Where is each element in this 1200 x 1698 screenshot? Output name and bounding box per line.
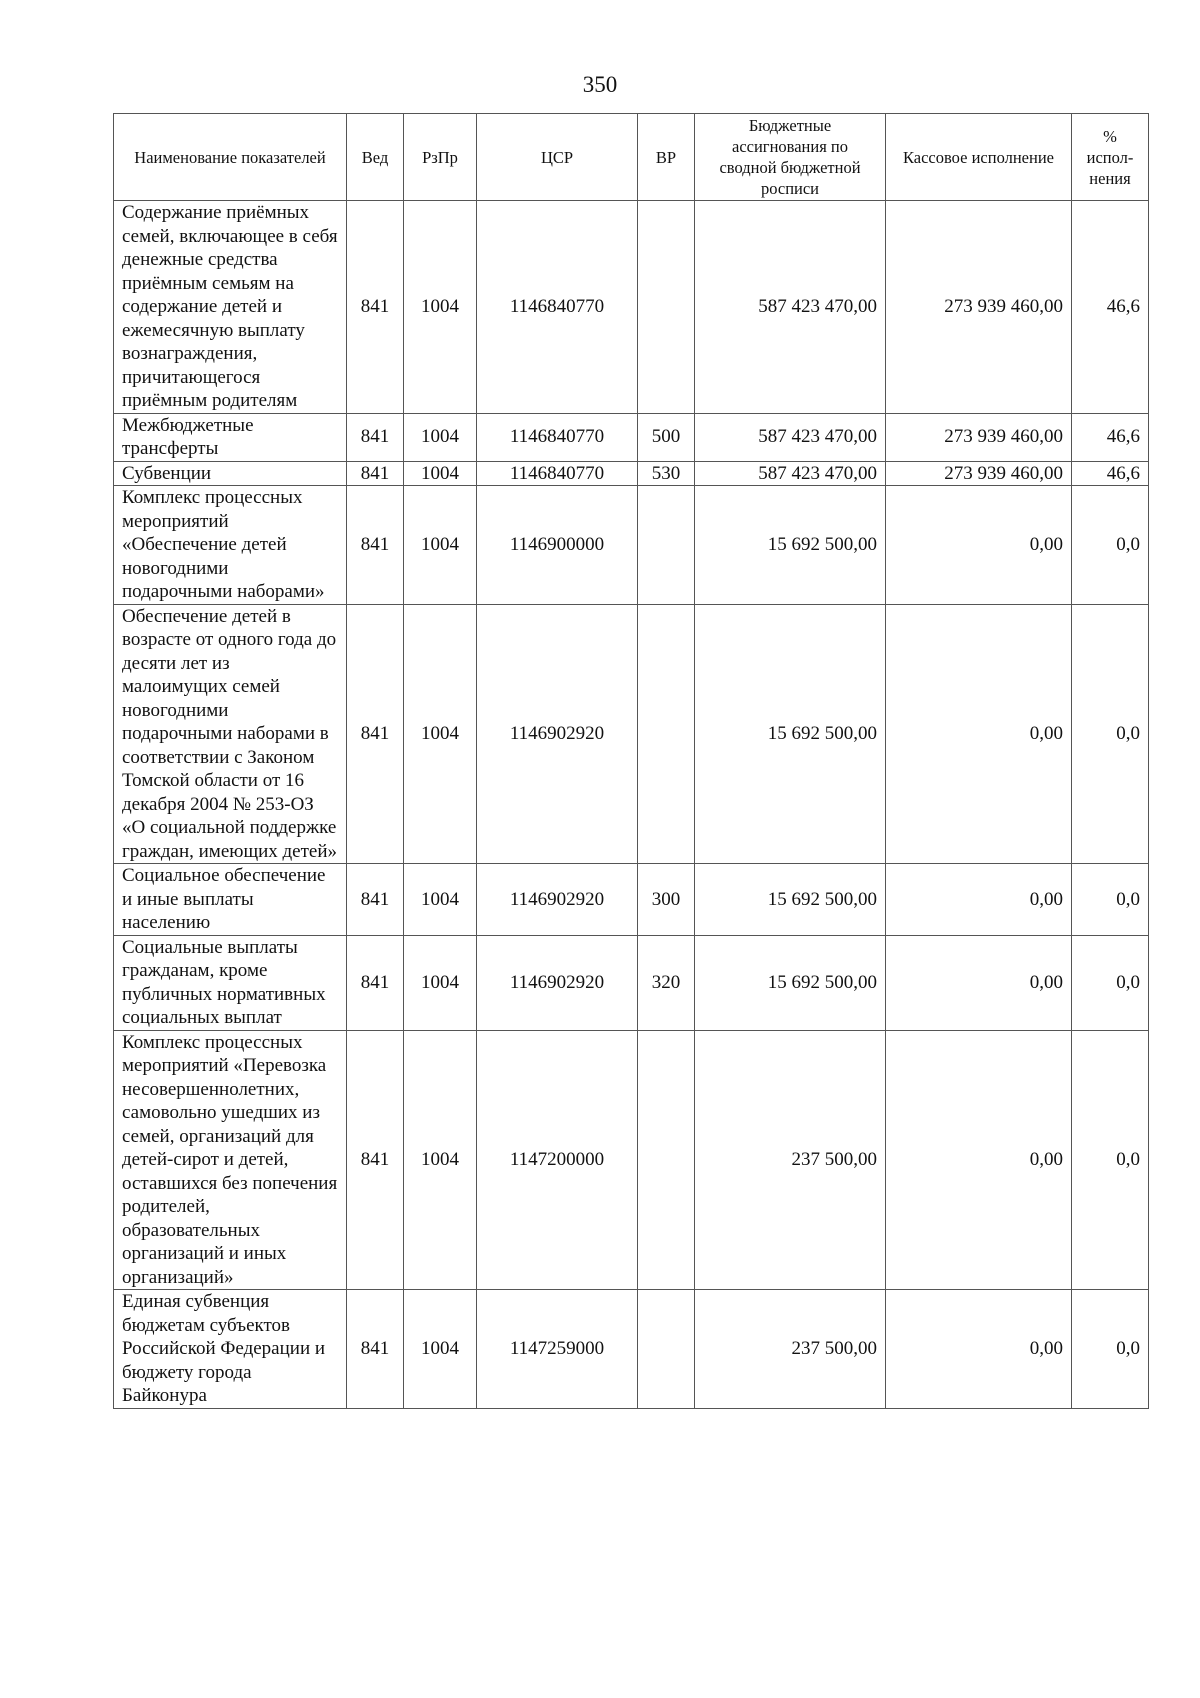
row-percent: 46,6 [1072,461,1149,486]
row-name: Комплекс процессных мероприятий «Перевозка несовершеннолетних, самовольно ушедших из семей, организаций для детей-сирот и детей, оставшихся без попечения родителей, образовательных организаций и иных организаций» [114,1030,347,1290]
header-budget: Бюджетные ассигнования по сводной бюджетной росписи [695,114,886,201]
row-vr [638,1290,695,1409]
row-ved: 841 [347,1290,404,1409]
table-row [114,604,1149,864]
row-csr: 1146900000 [477,486,638,605]
row-rzpr: 1004 [404,935,477,1030]
row-vr: 320 [638,935,695,1030]
row-budget: 237 500,00 [695,1030,886,1290]
header-ved: Вед [347,114,404,201]
table-row [114,1290,1149,1409]
row-ved: 841 [347,201,404,414]
row-ved: 841 [347,935,404,1030]
row-name: Социальные выплаты гражданам, кроме публичных нормативных социальных выплат [114,935,347,1030]
header-percent: % испол-нения [1072,114,1149,201]
row-percent: 46,6 [1072,413,1149,461]
row-csr: 1147200000 [477,1030,638,1290]
row-name: Содержание приёмных семей, включающее в себя денежные средства приёмным семьям на содержание детей и ежемесячную выплату вознаграждения, причитающегося приёмным родителям [114,201,347,414]
row-cash: 273 939 460,00 [886,461,1072,486]
row-rzpr: 1004 [404,1290,477,1409]
row-ved: 841 [347,413,404,461]
row-name: Межбюджетные трансферты [114,413,347,461]
table-row [114,935,1149,1030]
row-rzpr: 1004 [404,201,477,414]
header-name: Наименование показателей [114,114,347,201]
row-percent: 0,0 [1072,1290,1149,1409]
row-budget: 15 692 500,00 [695,864,886,936]
row-percent: 0,0 [1072,864,1149,936]
row-cash: 0,00 [886,486,1072,605]
row-name: Социальное обеспечение и иные выплаты населению [114,864,347,936]
row-ved: 841 [347,486,404,605]
header-vr: ВР [638,114,695,201]
header-rzpr: РзПр [404,114,477,201]
row-name: Субвенции [114,461,347,486]
table-row [114,864,1149,936]
row-vr: 300 [638,864,695,936]
row-cash: 0,00 [886,604,1072,864]
row-cash: 273 939 460,00 [886,201,1072,414]
row-cash: 0,00 [886,935,1072,1030]
row-name: Единая субвенция бюджетам субъектов Российской Федерации и бюджету города Байконура [114,1290,347,1409]
table-row [114,461,1149,486]
row-vr [638,604,695,864]
row-vr: 500 [638,413,695,461]
row-ved: 841 [347,864,404,936]
row-budget: 15 692 500,00 [695,604,886,864]
row-budget: 237 500,00 [695,1290,886,1409]
row-ved: 841 [347,461,404,486]
table-row [114,413,1149,461]
row-csr: 1147259000 [477,1290,638,1409]
row-budget: 15 692 500,00 [695,486,886,605]
row-ved: 841 [347,604,404,864]
row-name: Обеспечение детей в возрасте от одного года до десяти лет из малоимущих семей новогодними подарочными наборами в соответствии с Законом Томской области от 16 декабря 2004 № 253-ОЗ «О социальной поддержке граждан, имеющих детей» [114,604,347,864]
row-rzpr: 1004 [404,461,477,486]
row-rzpr: 1004 [404,413,477,461]
row-csr: 1146840770 [477,201,638,414]
row-csr: 1146902920 [477,604,638,864]
row-rzpr: 1004 [404,604,477,864]
row-name: Комплекс процессных мероприятий «Обеспечение детей новогодними подарочными наборами» [114,486,347,605]
row-percent: 0,0 [1072,604,1149,864]
table-row [114,201,1149,414]
page-number: 350 [582,72,618,97]
row-rzpr: 1004 [404,1030,477,1290]
row-vr [638,201,695,414]
row-csr: 1146902920 [477,935,638,1030]
row-csr: 1146840770 [477,461,638,486]
row-csr: 1146840770 [477,413,638,461]
row-csr: 1146902920 [477,864,638,936]
row-percent: 0,0 [1072,1030,1149,1290]
row-vr: 530 [638,461,695,486]
row-percent: 46,6 [1072,201,1149,414]
row-cash: 0,00 [886,1030,1072,1290]
row-percent: 0,0 [1072,486,1149,605]
row-cash: 0,00 [886,864,1072,936]
row-budget: 587 423 470,00 [695,201,886,414]
table-row [114,1030,1149,1290]
header-csr: ЦСР [477,114,638,201]
row-budget: 587 423 470,00 [695,413,886,461]
row-ved: 841 [347,1030,404,1290]
row-cash: 0,00 [886,1290,1072,1409]
row-vr [638,1030,695,1290]
table-row [114,486,1149,605]
table-header-row [114,114,1149,201]
row-vr [638,486,695,605]
row-cash: 273 939 460,00 [886,413,1072,461]
row-budget: 15 692 500,00 [695,935,886,1030]
budget-execution-table [113,113,1149,1409]
row-rzpr: 1004 [404,864,477,936]
row-rzpr: 1004 [404,486,477,605]
header-cash: Кассовое исполнение [886,114,1072,201]
row-percent: 0,0 [1072,935,1149,1030]
row-budget: 587 423 470,00 [695,461,886,486]
